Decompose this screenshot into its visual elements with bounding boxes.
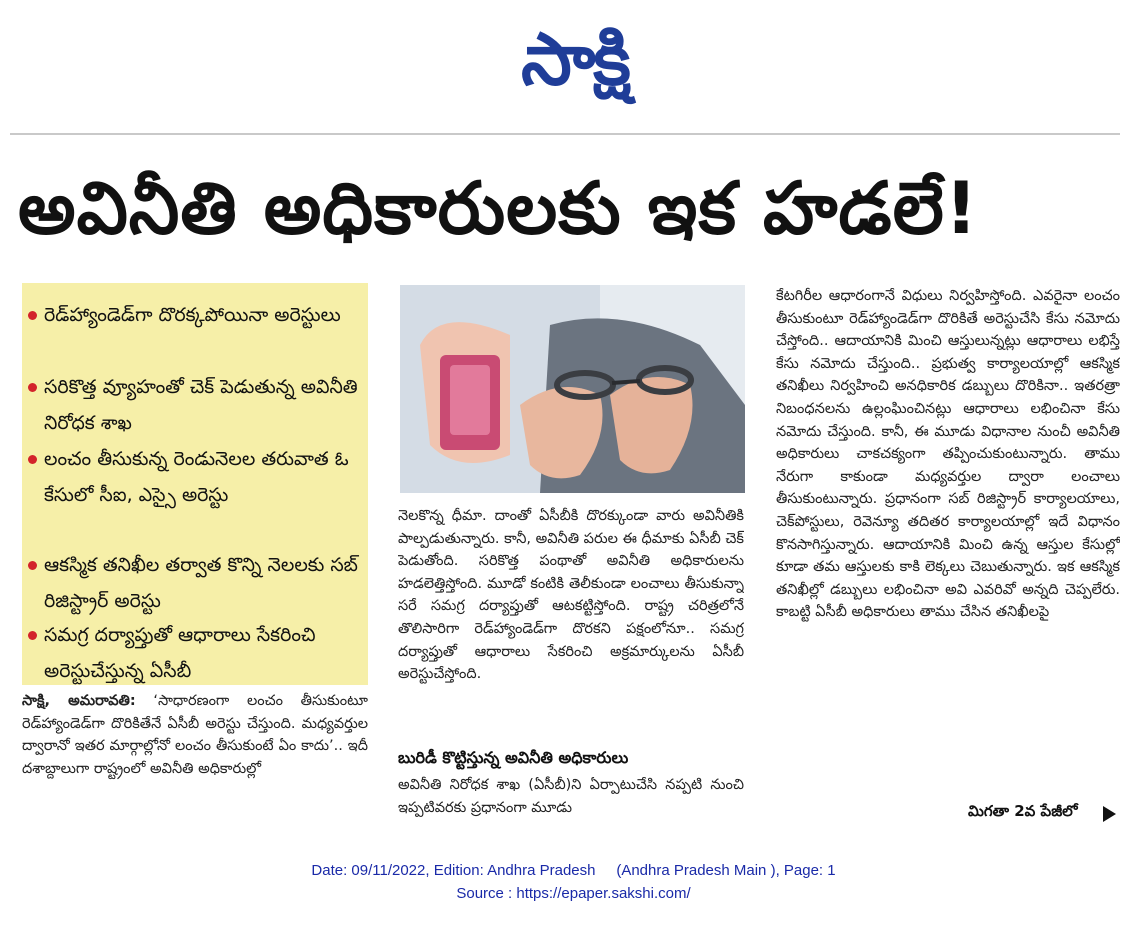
highlight-item: సరికొత్త వ్యూహంతో చెక్ పెడుతున్న అవినీతి నిరోధక శాఖ (44, 369, 364, 441)
bullet-icon (28, 455, 37, 464)
highlight-item: రెడ్‌హ్యాండెడ్‌గా దొరక్కపోయినా అరెస్టులు (44, 297, 364, 333)
edition-info: Date: 09/11/2022, Edition: Andhra Pradesh (Andhra Pradesh Main ), Page: 1 (311, 862, 836, 879)
highlight-item: సమగ్ర దర్యాప్తుతో ఆధారాలు సేకరించి అరెస్టుచేస్తున్న ఏసీబీ (44, 617, 364, 689)
article-column-2-continued (398, 774, 744, 822)
article-column-2 (398, 505, 744, 745)
dateline: సాక్షి, అమరావతి: (22, 693, 136, 709)
bullet-icon (28, 631, 37, 640)
article-column-1 (22, 690, 368, 830)
highlight-item: లంచం తీసుకున్న రెండునెలల తరువాత ఓ కేసులో సీఐ, ఎస్సై అరెస్టు (44, 441, 364, 513)
column-text: నెలకొన్న ధీమా. దాంతో ఏసీబీకి దొరక్కుండా వారు అవినీతికి పాల్పడుతున్నారు. కానీ, అవినీతి పరుల ఈ ధీమాకు ఏసీబీ చెక్ పెడుతోంది. సరికొత్త పంథాతో అవినీతి అధికారులను హడలెత్తిస్తోంది. మూడో కంటికి తెలీకుండా లంచాలు తీసుకున్నా సరే సమగ్ర దర్యాప్తుతో ఆటకట్టిస్తోంది. రాష్ట్ర చరిత్రలోనే తొలిసారిగా రెడ్‌హ్యాండెడ్‌గా దొరకని పక్షంలోనూ.. సమగ్ర దర్యాప్తుతో ఆధారాలు సేకరించి అక్రమార్కులను ఏసీబీ అరెస్టుచేస్తోంది. (398, 508, 744, 683)
sakshi-logo: సాక్షి (521, 17, 629, 101)
article-column-3 (776, 285, 1120, 803)
continued-on-page: మిగతా 2వ పేజీలో (968, 802, 1078, 820)
highlights-box (22, 283, 368, 685)
column-text: అవినీతి నిరోధక శాఖ (ఏసీబీ)ని ఏర్పాటుచేసి నప్పటి నుంచి ఇప్పటివరకు ప్రధానంగా మూడు (398, 777, 744, 816)
article-headline: అవినీతి అధికారులకు ఇక హడలే! (18, 166, 979, 250)
column-text: కేటగిరీల ఆధారంగానే విధులు నిర్వహిస్తోంది. ఎవరైనా లంచం తీసుకుంటూ రెడ్‌హ్యాండెడ్‌గా దొరికితే అరెస్టుచేసి కేసు నమోదు చేస్తోంది.. ఆదాయానికి మించి ఆస్తులున్నట్లు ఆధారాలు లభిస్తే కేసు నమోదు చేస్తుంది.. ప్రభుత్వ కార్యాలయాల్లో ఆకస్మిక తనిఖీలు నిర్వహించి అనధికారిక డబ్బులు దొరికినా.. ఇతరత్రా నిబంధనలను ఉల్లంఘించినట్లు ఆధారాలు లభించినా కేసు నమోదు చేస్తుంది. కానీ, ఈ మూడు విధానాల నుంచీ అవినీతి అధికారులు చాకచక్యంగా తప్పించుకుంటున్నారు. తాము నేరుగా కాకుండా మధ్యవర్తుల ద్వారా లంచాలు తీసుకుంటున్నారు. ప్రధానంగా సబ్ రిజిస్ట్రార్ కార్యాలయాలు, చెక్‌పోస్టులు, రెవెన్యూ తదితర కార్యాలయాల్లో ఇదే విధానం కొనసాగిస్తున్నారు. ఆదాయానికి మించి ఉన్న ఆస్తుల కేసుల్లో కూడా తమ ఆస్తులకు కాకి లెక్కలు చెబుతున్నారు. ఇక ఆకస్మిక తనిఖీల్లో డబ్బులు లభించినా అవి ఎవరివో అన్నది చెప్పలేరు. కాబట్టి ఏసీబీ అధికారులు తాము చేసిన తనిఖీలపై (776, 288, 1120, 621)
bullet-icon (28, 561, 37, 570)
handcuff-photo (400, 285, 745, 493)
column-text: ‘సాధారణంగా లంచం తీసుకుంటూ రెడ్‌హ్యాండెడ్‌గా దొరికితేనే ఏసీబీ అరెస్టు చేస్తుంది. మధ్యవర్తుల ద్వారానో ఇతర మార్గాల్లోనో లంచం తీసుకుంటే ఏం కాదు’.. ఇదీ దశాబ్దాలుగా రాష్ట్రంలో అవినీతి అధికారుల్లో (22, 693, 368, 777)
play-arrow-icon (1103, 806, 1116, 822)
source-link[interactable]: Source : https://epaper.sakshi.com/ (456, 885, 691, 902)
masthead-divider (10, 133, 1120, 135)
highlight-item: ఆకస్మిక తనిఖీల తర్వాత కొన్ని నెలలకు సబ్ రిజిస్ట్రార్ అరెస్టు (44, 547, 364, 619)
bullet-icon (28, 383, 37, 392)
masthead (0, 0, 1147, 135)
bullet-icon (28, 311, 37, 320)
section-subheading: బురిడీ కొట్టిస్తున్న అవినీతి అధికారులు (398, 748, 629, 767)
